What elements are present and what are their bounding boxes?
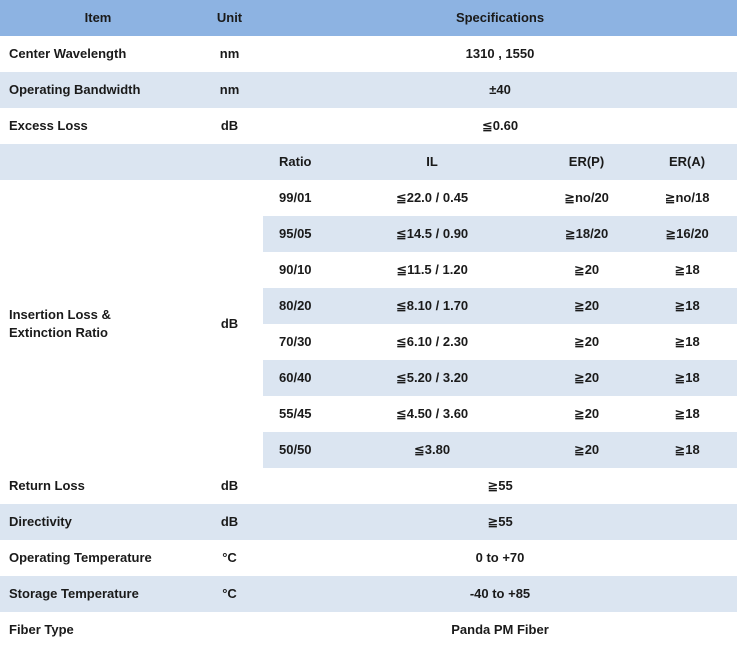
row-item: Operating Temperature <box>9 550 152 565</box>
row-spec: ±40 <box>263 72 737 108</box>
table-row <box>0 540 737 576</box>
subheader-ratio: Ratio <box>263 144 328 180</box>
row-unit: dB <box>196 504 263 540</box>
erp-cell: ≧20 <box>536 252 637 288</box>
row-spec: Panda PM Fiber <box>451 622 549 637</box>
row-item: Return Loss <box>9 478 85 493</box>
subheader-erp: ER(P) <box>536 144 637 180</box>
insertion-loss-unit: dB <box>196 180 263 468</box>
ratio-cell: 90/10 <box>263 252 328 288</box>
header-item: Item <box>0 0 196 36</box>
row-unit: °C <box>196 576 263 612</box>
il-cell: ≦3.80 <box>328 432 536 468</box>
era-cell: ≧18 <box>637 432 737 468</box>
era-cell: ≧18 <box>637 252 737 288</box>
il-cell: ≦8.10 / 1.70 <box>328 288 536 324</box>
header-unit: Unit <box>196 0 263 36</box>
insertion-subheader-row <box>0 144 737 180</box>
era-cell: ≧18 <box>637 360 737 396</box>
row-item: Operating Bandwidth <box>0 72 196 108</box>
erp-cell: ≧18/20 <box>536 216 637 252</box>
table-row <box>0 72 737 108</box>
era-cell: ≧18 <box>637 396 737 432</box>
insertion-loss-label-line2: Extinction Ratio <box>9 325 108 340</box>
ratio-cell: 50/50 <box>263 432 328 468</box>
era-cell: ≧18 <box>637 288 737 324</box>
ratio-cell: 55/45 <box>263 396 328 432</box>
era-cell: ≧16/20 <box>637 216 737 252</box>
table-row <box>0 576 737 612</box>
row-item: Center Wavelength <box>9 46 127 61</box>
row-spec: ≦0.60 <box>481 118 519 133</box>
row-spec: ≧55 <box>263 504 737 540</box>
row-unit: nm <box>219 46 240 61</box>
header-specifications: Specifications <box>263 0 737 36</box>
row-spec: -40 to +85 <box>263 576 737 612</box>
subheader-il: IL <box>328 144 536 180</box>
era-cell: ≧no/18 <box>637 180 737 216</box>
subheader-era: ER(A) <box>637 144 737 180</box>
table-row <box>0 36 737 72</box>
erp-cell: ≧no/20 <box>536 180 637 216</box>
ratio-cell: 70/30 <box>263 324 328 360</box>
row-item: Excess Loss <box>9 118 88 133</box>
erp-cell: ≧20 <box>536 288 637 324</box>
empty-cell <box>196 144 263 180</box>
row-item: Directivity <box>0 504 196 540</box>
row-unit: dB <box>220 118 239 133</box>
il-cell: ≦14.5 / 0.90 <box>328 216 536 252</box>
era-cell: ≧18 <box>637 324 737 360</box>
il-cell: ≦5.20 / 3.20 <box>328 360 536 396</box>
table-row <box>0 612 737 648</box>
ratio-cell: 80/20 <box>263 288 328 324</box>
row-spec: 0 to +70 <box>475 550 525 565</box>
insertion-loss-label-line1: Insertion Loss & <box>9 307 111 322</box>
row-spec: 1310 , 1550 <box>465 46 535 61</box>
erp-cell: ≧20 <box>536 324 637 360</box>
empty-cell <box>0 144 196 180</box>
row-unit: dB <box>220 478 239 493</box>
row-unit <box>196 612 263 648</box>
erp-cell: ≧20 <box>536 396 637 432</box>
erp-cell: ≧20 <box>536 360 637 396</box>
ratio-cell: 95/05 <box>263 216 328 252</box>
row-unit: °C <box>222 550 237 565</box>
table-row <box>0 180 737 216</box>
insertion-loss-label <box>0 180 196 468</box>
il-cell: ≦4.50 / 3.60 <box>328 396 536 432</box>
row-item: Fiber Type <box>9 622 74 637</box>
table-row <box>0 468 737 504</box>
table-row <box>0 504 737 540</box>
ratio-cell: 60/40 <box>263 360 328 396</box>
erp-cell: ≧20 <box>536 432 637 468</box>
il-cell: ≦22.0 / 0.45 <box>328 180 536 216</box>
row-unit: nm <box>196 72 263 108</box>
row-item: Storage Temperature <box>0 576 196 612</box>
il-cell: ≦11.5 / 1.20 <box>328 252 536 288</box>
table-row <box>0 108 737 144</box>
row-spec: ≧55 <box>487 478 513 493</box>
table-header-row <box>0 0 737 36</box>
il-cell: ≦6.10 / 2.30 <box>328 324 536 360</box>
ratio-cell: 99/01 <box>263 180 328 216</box>
